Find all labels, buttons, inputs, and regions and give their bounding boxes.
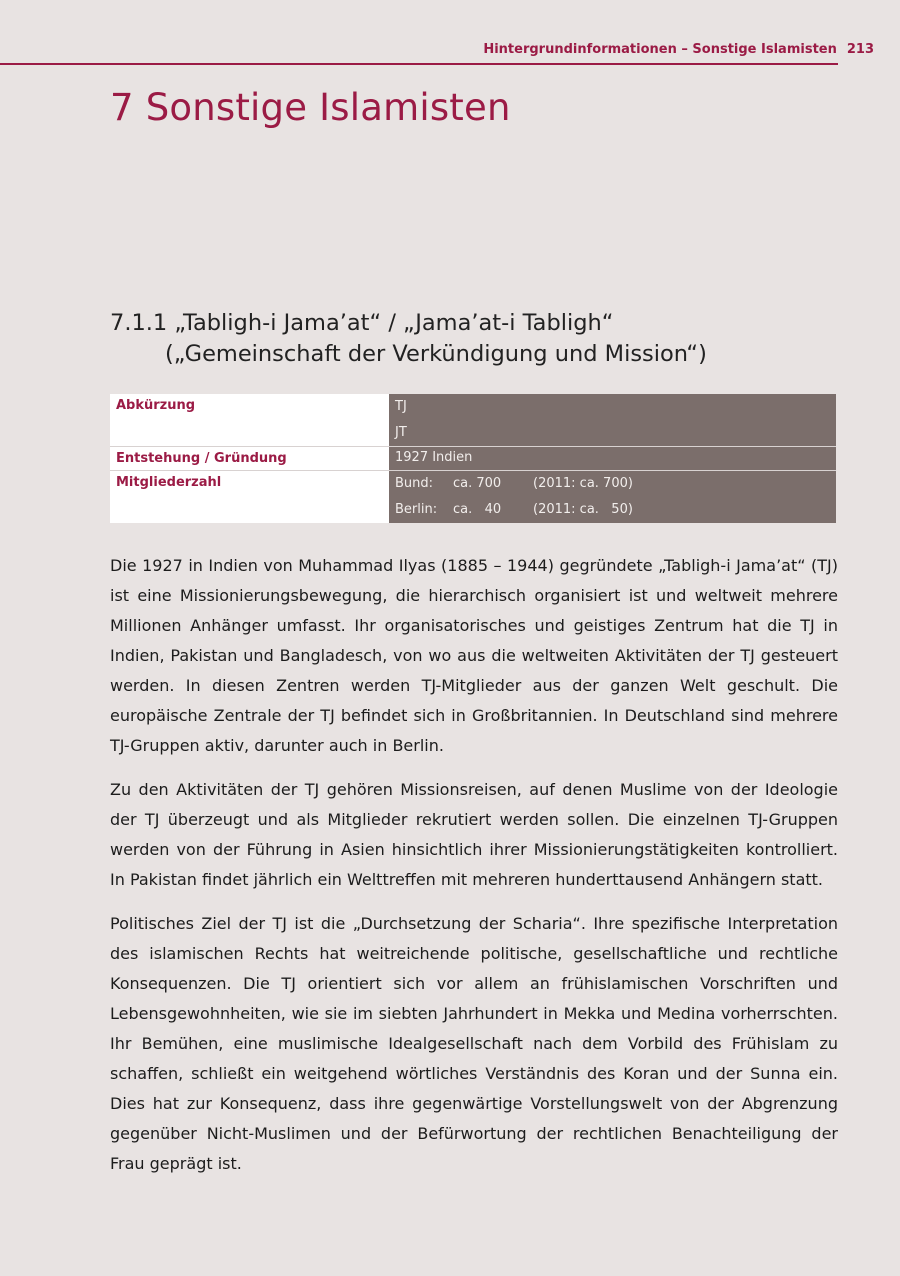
chapter-title: 7 Sonstige Islamisten (110, 86, 511, 129)
fact-label-founding: Entstehung / Gründung (110, 447, 389, 471)
members-row-berlin (395, 497, 830, 523)
abbr-value-2: JT (395, 425, 407, 440)
page-number: 213 (846, 42, 874, 57)
members-count: ca. 40 (453, 502, 502, 517)
fact-value-abbreviation (389, 394, 836, 447)
paragraph-1: Die 1927 in Indien von Muhammad Ilyas (1885 – 1944) gegründete „Tabligh-i Jama’at“ (TJ) ist eine Missionierungsbewegung, die hierarchisch organisiert ist und weltweit mehrere Millionen Anhänger umfasst. Ihr organisatorisches und geistiges Zentrum hat die TJ in Indien, Pakistan und Bangladesch, von wo aus die weltweiten Aktivitäten der TJ gesteuert werden. In diesen Zentren werden TJ-Mitglieder aus der ganzen Welt geschult. Die europäische Zentrale der TJ befindet sich in Großbritannien. In Deutschland sind mehrere TJ-Gruppen aktiv, darunter auch in Berlin. (110, 556, 838, 755)
paragraph-2: Zu den Aktivitäten der TJ gehören Missionsreisen, auf denen Muslime von der Ideologie der TJ überzeugt und als Mitglieder rekrutiert werden sollen. Die einzelnen TJ-Gruppen werden von der Führung in Asien hinsichtlich ihrer Missionierungstätigkeiten kontrolliert. In Pakistan findet jährlich ein Welttreffen mit mehreren hunderttausend Anhängern statt. (110, 780, 838, 889)
members-previous: (2011: ca. 700) (533, 476, 633, 491)
section-title-line-2: („Gemeinschaft der Verkündigung und Mission“) (165, 341, 707, 367)
running-title: Hintergrundinformationen – Sonstige Islamisten (483, 42, 837, 57)
founding-value: 1927 Indien (395, 450, 473, 465)
running-header (483, 42, 874, 57)
members-previous: (2011: ca. 50) (533, 502, 633, 517)
fact-table (110, 394, 836, 523)
members-count: ca. 700 (453, 476, 502, 491)
fact-value-founding (389, 447, 836, 471)
members-region: Berlin: (395, 502, 438, 517)
body-text (110, 551, 838, 1193)
fact-label-abbreviation: Abkürzung (110, 394, 389, 447)
section-title-line-1: 7.1.1 „Tabligh-i Jama’at“ / „Jama’at-i Tabligh“ (110, 310, 614, 336)
members-region: Bund: (395, 476, 434, 491)
fact-value-members (389, 471, 836, 524)
fact-row-members (110, 471, 836, 524)
members-row-bund (395, 471, 830, 497)
paragraph-3: Politisches Ziel der TJ ist die „Durchsetzung der Scharia“. Ihre spezifische Interpretation des islamischen Rechts hat weitreichende politische, gesellschaftliche und rechtliche Konsequenzen. Die TJ orientiert sich vor allem an frühislamischen Vorschriften und Lebensgewohnheiten, wie sie im siebten Jahrhundert in Mekka und Medina vorherrschten. Ihr Bemühen, eine muslimische Idealgesellschaft nach dem Vorbild des Frühislam zu schaffen, schließt ein weitgehend wörtliches Verständnis des Koran und der Sunna ein. Dies hat zur Konsequenz, dass ihre gegenwärtige Vorstellungswelt von der Abgrenzung gegenüber Nicht-Muslimen und der Befürwortung der rechtlichen Benachteiligung der Frau geprägt ist. (110, 914, 838, 1173)
abbr-value-1: TJ (395, 399, 407, 414)
section-title (110, 308, 840, 370)
header-rule (0, 63, 838, 65)
fact-row-founding (110, 447, 836, 471)
fact-row-abbreviation (110, 394, 836, 447)
fact-label-members: Mitgliederzahl (110, 471, 389, 524)
